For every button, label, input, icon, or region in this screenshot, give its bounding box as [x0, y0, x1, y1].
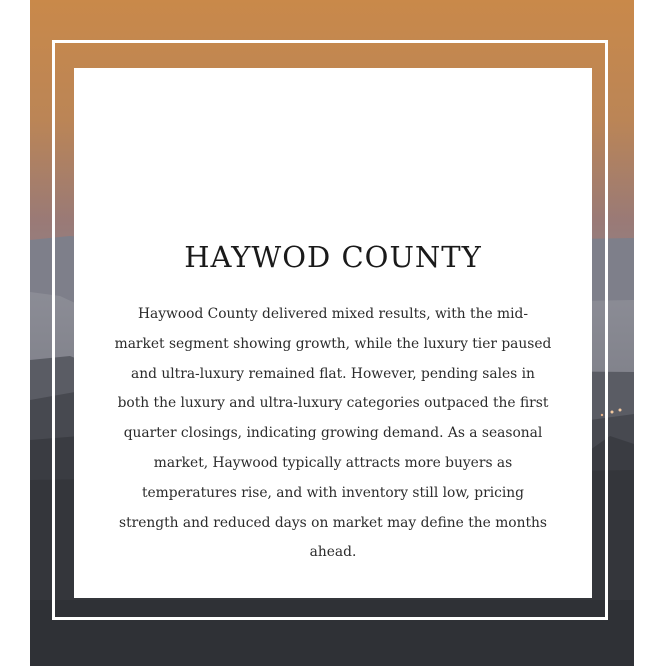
page-title: HAYWOD COUNTY	[184, 240, 482, 274]
text-card	[74, 68, 592, 598]
body-paragraph: Haywood County delivered mixed results, with the mid-market segment showing growth, while the luxury tier paused and ultra-luxury remained flat. However, pending sales in both the luxury and ultra-luxury categories outpaced the first quarter closings, indicating growing demand. As a seasonal market, Haywood typically attracts more buyers as temperatures rise, and with inventory still low, pricing strength and reduced days on market may define the months ahead.	[114, 306, 552, 561]
